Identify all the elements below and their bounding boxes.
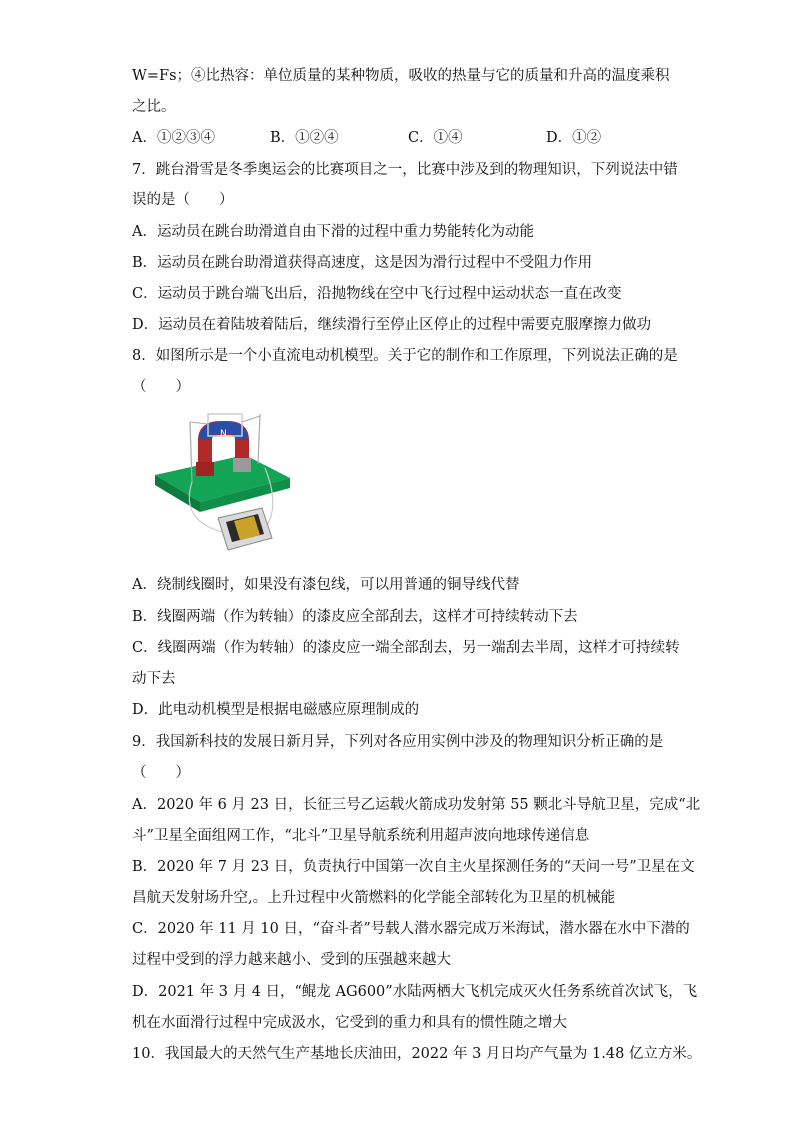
- q8-option-c-line2: 动下去: [132, 671, 176, 687]
- magnet-pole-label: N: [220, 429, 227, 439]
- q10-stem-line1: 10．我国最大的天然气生产基地长庆油田，2022 年 3 月日均产气量为 1.48 亿立方米。: [132, 1046, 702, 1062]
- q7-stem-line1: 7．跳台滑雪是冬季奥运会的比赛项目之一，比赛中涉及到的物理知识，下列说法中错: [132, 162, 678, 178]
- q8-option-b: B．线圈两端（作为转轴）的漆皮应全部刮去，这样才可持续转动下去: [132, 609, 578, 625]
- q8-option-a: A．绕制线圈时，如果没有漆包线，可以用普通的铜导线代替: [132, 577, 520, 593]
- q9-option-d-line1: D．2021 年 3 月 4 日，“鲲龙 AG600”水陆两栖大飞机完成灭火任务系统首次试飞，飞: [132, 984, 698, 1000]
- q6-option-b: B．①②④: [270, 130, 339, 146]
- dc-motor-model-image: [150, 400, 300, 565]
- q6-option-c: C．①④: [408, 130, 463, 146]
- q9-stem-line2: （ ）: [132, 765, 190, 781]
- q7-option-b: B．运动员在跳台助滑道获得高速度，这是因为滑行过程中不受阻力作用: [132, 255, 593, 271]
- q9-option-c-line1: C．2020 年 11 月 10 日，“奋斗者”号载人潜水器完成万米海试，潜水器在水中下潜的: [132, 921, 690, 937]
- q8-option-c-line1: C．线圈两端（作为转轴）的漆皮应一端全部刮去，另一端刮去半周，这样才可持续转: [132, 640, 680, 656]
- q9-option-a-line2: 斗”卫星全面组网工作，“北斗”卫星导航系统利用超声波向地球传递信息: [132, 828, 590, 844]
- q8-stem-line2: （ ）: [132, 379, 190, 395]
- q6-option-a: A．①②③④: [132, 130, 215, 146]
- q6-text-line2: 之比。: [132, 99, 176, 115]
- q9-option-d-line2: 机在水面滑行过程中完成汲水，它受到的重力和具有的惯性随之增大: [132, 1015, 567, 1031]
- q8-stem-line1: 8．如图所示是一个小直流电动机模型。关于它的制作和工作原理，下列说法正确的是: [132, 348, 678, 364]
- q9-option-a-line1: A．2020 年 6 月 23 日，长征三号乙运载火箭成功发射第 55 颗北斗导航卫星，完成“北: [132, 797, 701, 813]
- q9-option-b-line1: B．2020 年 7 月 23 日，负责执行中国第一次自主火星探测任务的“天问一号”卫星在文: [132, 859, 695, 875]
- q6-text-line1: W=Fs；④比热容：单位质量的某种物质，吸收的热量与它的质量和升高的温度乘积: [132, 68, 670, 84]
- q7-option-c: C．运动员于跳台端飞出后，沿抛物线在空中飞行过程中运动状态一直在改变: [132, 286, 622, 302]
- q8-option-d: D．此电动机模型是根据电磁感应原理制成的: [132, 702, 420, 718]
- q9-option-b-line2: 昌航天发射场升空,。上升过程中火箭燃料的化学能全部转化为卫星的机械能: [132, 890, 616, 906]
- q7-option-a: A．运动员在跳台助滑道自由下滑的过程中重力势能转化为动能: [132, 224, 534, 240]
- q6-option-d: D．①②: [546, 130, 602, 146]
- q9-stem-line1: 9．我国新科技的发展日新月异，下列对各应用实例中涉及的物理知识分析正确的是: [132, 734, 664, 750]
- q7-option-d: D．运动员在着陆坡着陆后，继续滑行至停止区停止的过程中需要克服摩擦力做功: [132, 317, 652, 333]
- q7-stem-line2: 误的是（ ）: [132, 192, 234, 208]
- dc-motor-illustration: [150, 400, 300, 565]
- q9-option-c-line2: 过程中受到的浮力越来越小、受到的压强越来越大: [132, 952, 451, 968]
